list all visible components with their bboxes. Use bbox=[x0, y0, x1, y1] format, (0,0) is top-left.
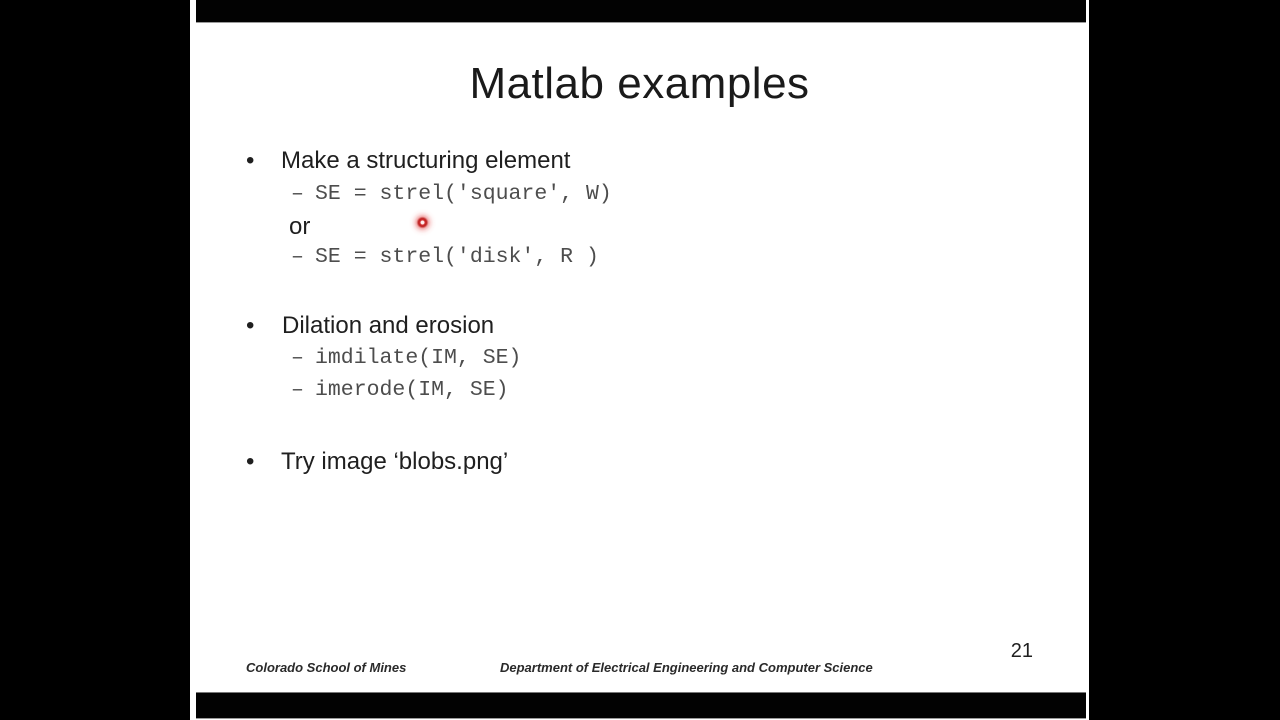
bullet-label-make-structuring-element: Make a structuring element bbox=[281, 147, 571, 174]
dash-icon: – bbox=[291, 182, 304, 206]
code-line-strel-disk: SE = strel('disk', R ) bbox=[315, 245, 599, 269]
bullet-icon: • bbox=[246, 448, 255, 475]
code-line-imdilate: imdilate(IM, SE) bbox=[315, 346, 522, 370]
bullet-label-try-image: Try image ‘blobs.png’ bbox=[281, 448, 509, 475]
code-line-strel-square: SE = strel('square', W) bbox=[315, 182, 612, 206]
footer-department: Department of Electrical Engineering and Computer Science bbox=[500, 660, 873, 675]
bullet-icon: • bbox=[246, 147, 255, 174]
letterbox-bottom-bar bbox=[196, 692, 1086, 719]
laser-pointer-icon bbox=[408, 208, 437, 237]
dash-icon: – bbox=[291, 245, 304, 269]
slide-title: Matlab examples bbox=[469, 59, 810, 108]
dash-icon: – bbox=[291, 346, 304, 370]
page-number: 21 bbox=[1010, 640, 1033, 662]
dash-icon: – bbox=[291, 378, 304, 402]
slide bbox=[190, 0, 1089, 720]
letterbox-top-bar bbox=[196, 0, 1086, 23]
bullet-label-dilation-erosion: Dilation and erosion bbox=[282, 312, 495, 339]
or-label: or bbox=[289, 213, 311, 240]
footer-institution: Colorado School of Mines bbox=[246, 660, 407, 675]
bullet-icon: • bbox=[246, 312, 255, 339]
code-line-imerode: imerode(IM, SE) bbox=[315, 378, 509, 402]
